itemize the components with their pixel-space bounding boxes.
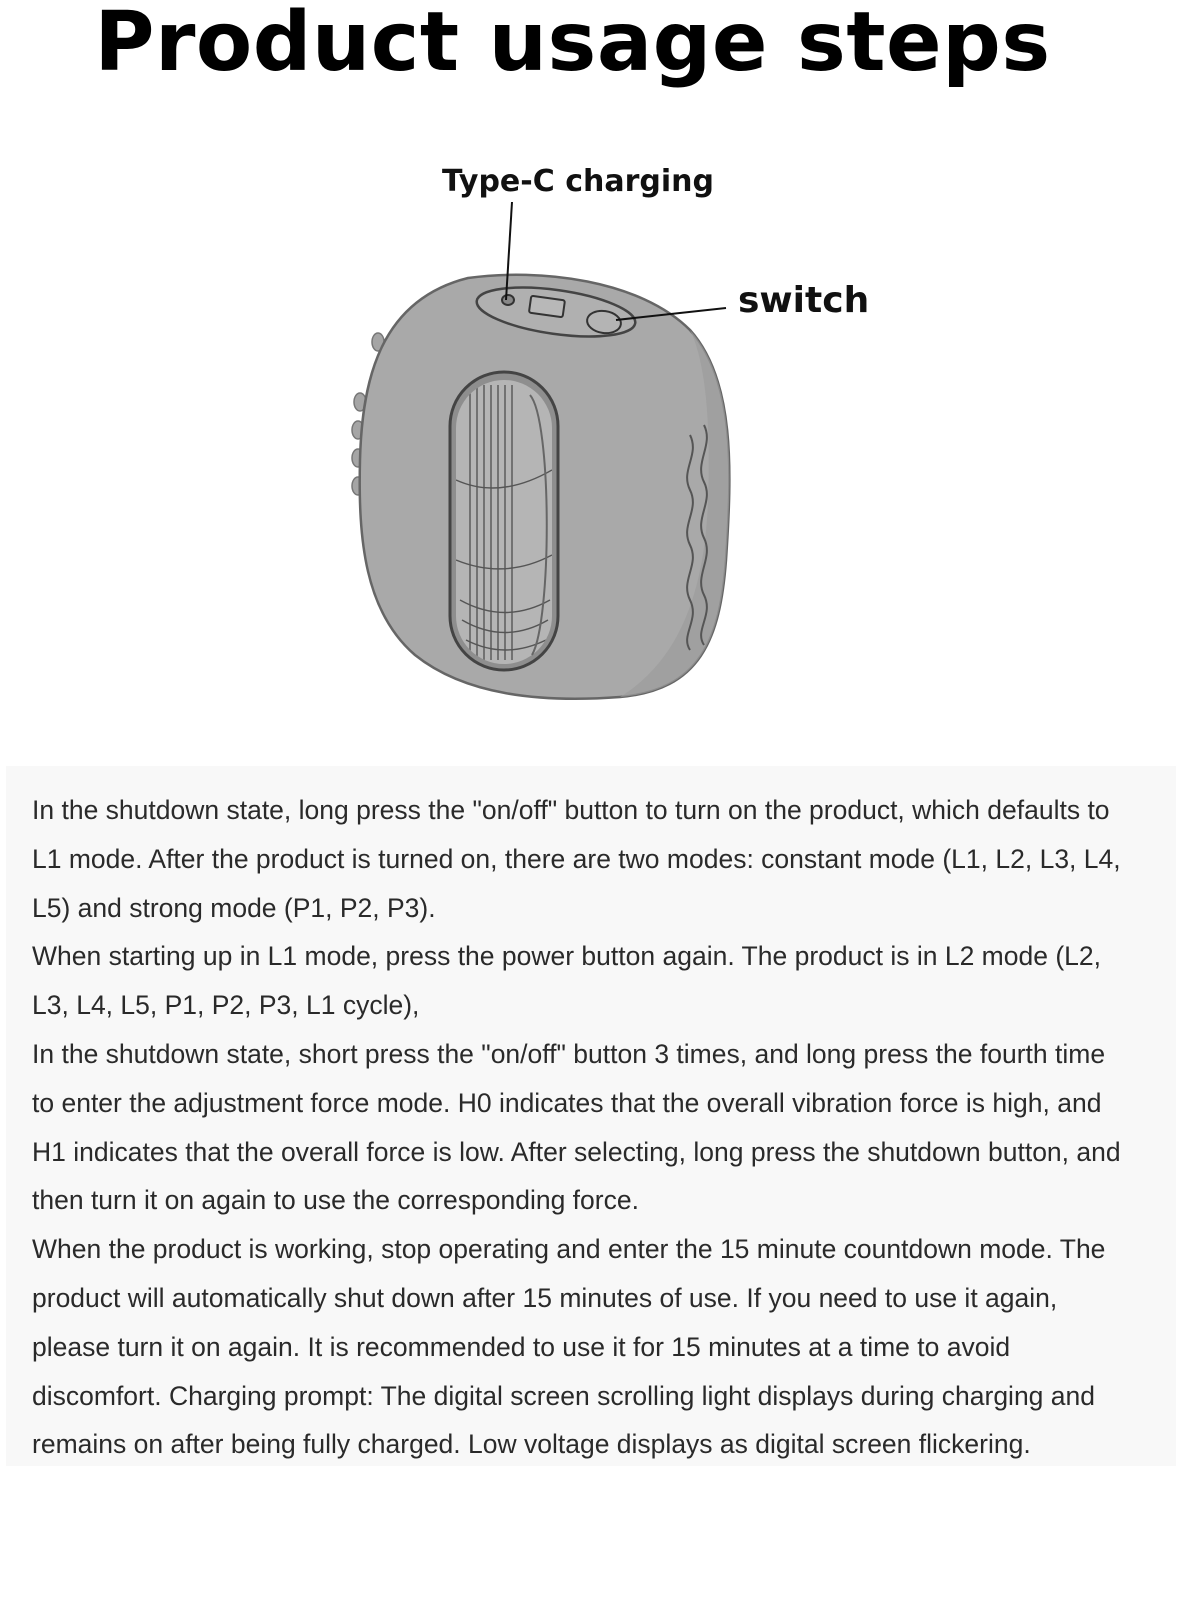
instruction-line: When the product is working, stop operating and enter the 15 minute countdown mode. The [32, 1234, 1106, 1265]
instruction-line: please turn it on again. It is recommended to use it for 15 minutes at a time to avoid [32, 1331, 1011, 1362]
instruction-line: discomfort. Charging prompt: The digital screen scrolling light displays during charging and [32, 1380, 1096, 1411]
instruction-line: product will automatically shut down after 15 minutes of use. If you need to use it again, [32, 1282, 1058, 1313]
sleeve-opening [450, 372, 558, 670]
instruction-line: remains on after being fully charged. Low voltage displays as digital screen flickering. [32, 1429, 1031, 1460]
instructions-panel [6, 766, 1176, 1466]
instruction-line: H1 indicates that the overall force is low. After selecting, long press the shutdown button, and [32, 1136, 1121, 1167]
instruction-text [32, 786, 1148, 1469]
instruction-line: L5) and strong mode (P1, P2, P3). [32, 892, 436, 923]
instruction-line: then turn it on again to use the corresponding force. [32, 1185, 639, 1216]
instruction-line: L1 mode. After the product is turned on, there are two modes: constant mode (L1, L2, L3, L4, [32, 843, 1121, 874]
instruction-line: In the shutdown state, long press the "on/off" button to turn on the product, which defaults to [32, 795, 1110, 825]
switch-label: switch [738, 280, 870, 321]
instruction-line: When starting up in L1 mode, press the power button again. The product is in L2 mode (L2, [32, 941, 1101, 972]
product-diagram [0, 0, 1200, 760]
instruction-line: to enter the adjustment force mode. H0 indicates that the overall vibration force is high, and [32, 1087, 1102, 1118]
charging-port-icon [502, 295, 514, 305]
instruction-line: L3, L4, L5, P1, P2, P3, L1 cycle), [32, 990, 420, 1021]
type-c-charging-label: Type-C charging [442, 164, 714, 199]
page-title: Product usage steps [94, 0, 1051, 90]
display-screen-icon [529, 296, 565, 318]
instruction-line: In the shutdown state, short press the "on/off" button 3 times, and long press the fourth time [32, 1038, 1106, 1069]
